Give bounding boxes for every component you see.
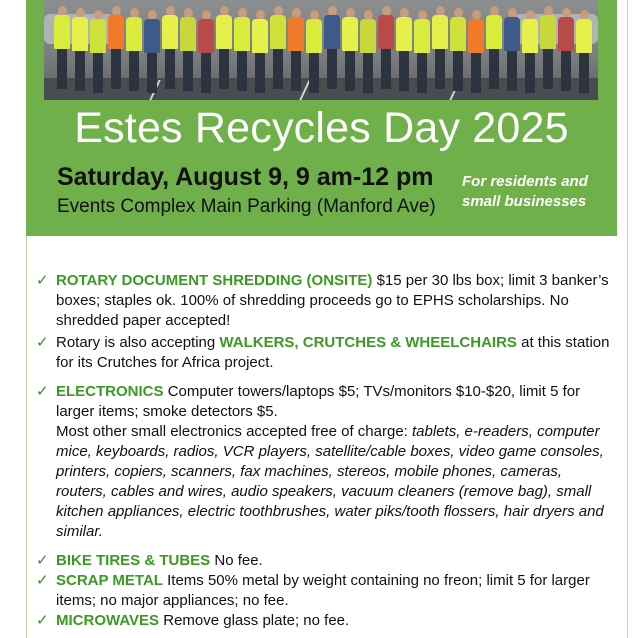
- item-text: at this station for its Crutches for Africa project.: [56, 334, 610, 371]
- volunteer-vest: [576, 19, 592, 53]
- volunteer-vest: [270, 15, 286, 49]
- photo-volunteer: [468, 8, 484, 94]
- volunteer-vest: [90, 19, 106, 53]
- volunteer-legs: [471, 53, 481, 93]
- volunteer-legs: [255, 53, 265, 93]
- volunteer-vest: [180, 17, 196, 51]
- volunteer-vest: [378, 15, 394, 49]
- volunteer-vest: [450, 17, 466, 51]
- photo-volunteer: [432, 4, 448, 90]
- volunteer-vest: [486, 15, 502, 49]
- audience-line: For residents and: [462, 173, 588, 190]
- volunteer-legs: [453, 51, 463, 91]
- volunteer-legs: [273, 49, 283, 89]
- volunteer-vest: [342, 17, 358, 51]
- check-icon: ✓: [36, 272, 49, 289]
- volunteer-legs: [219, 49, 229, 89]
- photo-volunteer: [324, 4, 340, 90]
- photo-volunteer: [144, 8, 160, 94]
- list-item-microwaves: [36, 611, 616, 631]
- volunteer-vest: [234, 17, 250, 51]
- photo-volunteer: [162, 4, 178, 90]
- list-item-electronics: [36, 382, 616, 542]
- item-text: Remove glass plate; no fee.: [163, 612, 350, 629]
- photo-volunteer: [360, 8, 376, 94]
- volunteer-legs: [129, 51, 139, 91]
- item-highlight: ELECTRONICS: [56, 383, 164, 400]
- volunteer-legs: [183, 51, 193, 91]
- volunteer-vest: [306, 19, 322, 53]
- volunteer-vest: [216, 15, 232, 49]
- page-title: Estes Recycles Day 2025: [74, 104, 569, 152]
- volunteer-legs: [165, 49, 175, 89]
- volunteer-legs: [345, 51, 355, 91]
- volunteer-legs: [507, 51, 517, 91]
- photo-volunteer: [306, 8, 322, 94]
- photo-volunteer: [252, 8, 268, 94]
- volunteer-vest: [162, 15, 178, 49]
- item-highlight: MICROWAVES: [56, 612, 160, 629]
- volunteer-vest: [504, 17, 520, 51]
- volunteer-vest: [558, 17, 574, 51]
- photo-volunteer: [198, 8, 214, 94]
- volunteer-vest: [144, 19, 160, 53]
- volunteer-legs: [75, 51, 85, 91]
- photo-volunteer: [108, 4, 124, 90]
- volunteer-vest: [522, 19, 538, 53]
- item-text: Items 50% metal by weight containing no freon; limit 5 for larger items; no major appliances; no fee.: [56, 572, 590, 609]
- event-location: Events Complex Main Parking (Manford Ave): [57, 196, 436, 217]
- photo-volunteer: [486, 4, 502, 90]
- list-item-walkers: [36, 333, 616, 373]
- photo-volunteer: [558, 6, 574, 92]
- volunteer-vest: [396, 17, 412, 51]
- volunteer-vest: [198, 19, 214, 53]
- free-note-list: tablets, e-readers, computer mice, keyboards, radios, VCR players, satellite/cable boxes, video game consoles, printers, copiers, scanners, fax machines, stereos, mobile phones, cameras, routers, cables and wires, audio speakers, vacuum cleaners (remove bag), small kitchen appliances, electric toothbrushes, water piks/tooth flossers, hair dryers and similar.: [56, 423, 604, 540]
- check-icon: ✓: [36, 552, 49, 569]
- photo-volunteer: [72, 6, 88, 92]
- volunteer-legs: [57, 49, 67, 89]
- volunteer-vest: [360, 19, 376, 53]
- list-item-shredding: [36, 271, 616, 331]
- volunteer-legs: [327, 49, 337, 89]
- volunteer-vest: [324, 15, 340, 49]
- volunteer-vest: [72, 17, 88, 51]
- check-icon: ✓: [36, 612, 49, 629]
- volunteer-legs: [363, 53, 373, 93]
- volunteer-legs: [435, 49, 445, 89]
- volunteer-group-photo: [44, 0, 598, 100]
- volunteer-vest: [108, 15, 124, 49]
- photo-volunteer: [522, 8, 538, 94]
- volunteer-legs: [309, 53, 319, 93]
- free-note-lead: Most other small electronics accepted free of charge:: [56, 423, 408, 440]
- volunteer-legs: [201, 53, 211, 93]
- photo-volunteer: [288, 6, 304, 92]
- volunteer-vest: [540, 15, 556, 49]
- item-text: $15 per 30 lbs box; limit 3 banker’s boxes; staples ok. 100% of shredding proceeds go to EPHS scholarships. No shredded paper accepted!: [56, 272, 609, 329]
- volunteer-legs: [291, 51, 301, 91]
- photo-volunteer: [270, 4, 286, 90]
- list-item-bike-tires: [36, 551, 616, 571]
- photo-volunteer: [180, 6, 196, 92]
- volunteer-legs: [111, 49, 121, 89]
- photo-volunteer: [504, 6, 520, 92]
- volunteer-legs: [93, 53, 103, 93]
- list-item-scrap-metal: [36, 571, 616, 611]
- volunteer-legs: [237, 51, 247, 91]
- electronics-free-note: [56, 422, 616, 542]
- volunteer-legs: [489, 49, 499, 89]
- photo-volunteer: [90, 8, 106, 94]
- check-icon: ✓: [36, 572, 49, 589]
- volunteer-vest: [126, 17, 142, 51]
- photo-volunteer: [450, 6, 466, 92]
- volunteer-vest: [288, 17, 304, 51]
- item-text: No fee.: [214, 552, 263, 569]
- check-icon: ✓: [36, 383, 49, 400]
- volunteer-vest: [432, 15, 448, 49]
- item-highlight: WALKERS, CRUTCHES & WHEELCHAIRS: [219, 334, 517, 351]
- volunteer-legs: [543, 49, 553, 89]
- check-icon: ✓: [36, 334, 49, 351]
- photo-volunteer: [54, 4, 70, 90]
- photo-volunteer: [540, 4, 556, 90]
- volunteer-legs: [417, 53, 427, 93]
- event-date: Saturday, August 9, 9 am-12 pm: [57, 163, 434, 191]
- volunteer-legs: [399, 51, 409, 91]
- photo-volunteer: [378, 4, 394, 90]
- volunteer-vest: [252, 19, 268, 53]
- volunteer-legs: [525, 53, 535, 93]
- volunteer-legs: [561, 51, 571, 91]
- volunteer-vest: [414, 19, 430, 53]
- photo-volunteer: [576, 8, 592, 94]
- accepted-items-list: [36, 271, 616, 631]
- item-highlight: SCRAP METAL: [56, 572, 163, 589]
- photo-volunteer: [126, 6, 142, 92]
- item-highlight: ROTARY DOCUMENT SHREDDING (ONSITE): [56, 272, 373, 289]
- audience-line: small businesses: [462, 193, 587, 210]
- item-text: Computer towers/laptops $5; TVs/monitors $10-$20, limit 5 for larger items; smoke detectors $5.: [56, 383, 581, 420]
- photo-volunteer: [342, 6, 358, 92]
- photo-volunteer: [216, 4, 232, 90]
- volunteer-vest: [468, 19, 484, 53]
- volunteer-legs: [147, 53, 157, 93]
- photo-volunteer: [234, 6, 250, 92]
- photo-volunteer: [414, 8, 430, 94]
- photo-volunteer: [396, 6, 412, 92]
- volunteer-legs: [579, 53, 589, 93]
- volunteer-vest: [54, 15, 70, 49]
- item-pre-text: Rotary is also accepting: [56, 334, 216, 351]
- item-highlight: BIKE TIRES & TUBES: [56, 552, 211, 569]
- audience-note: [462, 172, 612, 212]
- volunteer-legs: [381, 49, 391, 89]
